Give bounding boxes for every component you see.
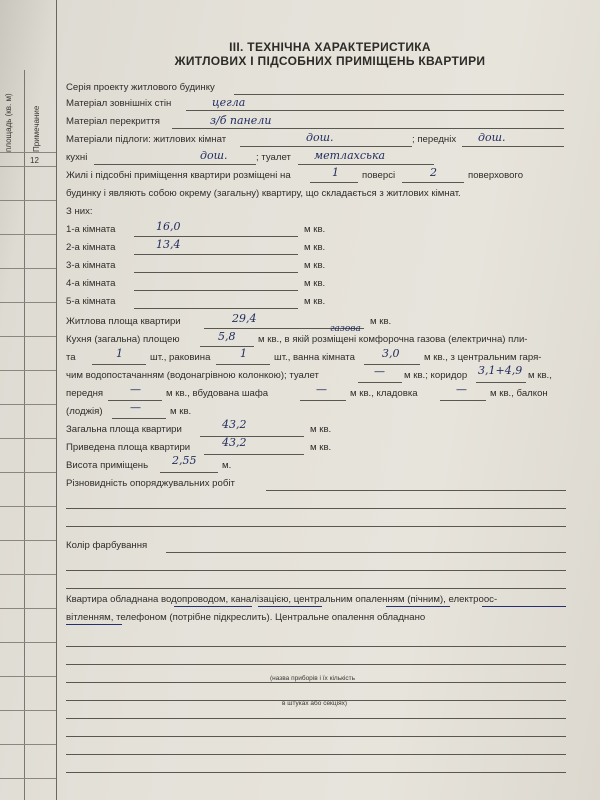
finish-label: Різновидність опоряджувальних робіт bbox=[66, 478, 235, 489]
total-area-value: 43,2 bbox=[222, 418, 247, 431]
corridor-value: 3,1+4,9 bbox=[478, 364, 523, 377]
room1-label: 1-а кімната bbox=[66, 224, 116, 235]
color-label: Колір фарбування bbox=[66, 540, 148, 551]
floors-value: дош. bbox=[306, 131, 334, 144]
living-area-unit: м кв. bbox=[370, 316, 392, 327]
living-area-label: Житлова площа квартири bbox=[66, 316, 181, 327]
total-area-label: Загальна площа квартири bbox=[66, 424, 182, 435]
floors-label: Матеріали підлоги: житлових кімнат bbox=[66, 134, 227, 145]
corridor-unit: м кв., bbox=[528, 370, 552, 381]
side-col-number: 12 bbox=[30, 156, 39, 165]
equipment-text-1: Квартира обладнана водопроводом, каналізацією, центральним опаленням (пічним), електроос- bbox=[66, 594, 498, 605]
room1-value: 16,0 bbox=[156, 220, 181, 233]
caption-devices: (назва приборів і їх кількість bbox=[270, 675, 355, 682]
located-text-2: поверсі bbox=[362, 170, 396, 181]
hot-water-text: м кв., з центральним гаря- bbox=[424, 352, 542, 363]
room2-label: 2-а кімната bbox=[66, 242, 116, 253]
room3-unit: м кв. bbox=[304, 260, 326, 271]
living-area-value: 29,4 bbox=[232, 312, 257, 325]
toilet-value: метлахська bbox=[314, 149, 386, 162]
sink-label: шт., раковина bbox=[150, 352, 211, 363]
bath-label: шт., ванна кімната bbox=[274, 352, 355, 363]
kitchen-value: дош. bbox=[200, 149, 228, 162]
height-unit: м. bbox=[222, 460, 232, 471]
located-text-1: Жилі і підсобні приміщення квартири розміщені на bbox=[66, 170, 291, 181]
of-them-label: З них: bbox=[66, 206, 93, 217]
total-area-unit: м кв. bbox=[310, 424, 332, 435]
located-text-4: будинку і являють собою окрему (загальну) квартиру, що складається з житлових кімнат. bbox=[66, 188, 461, 199]
reduced-area-unit: м кв. bbox=[310, 442, 332, 453]
room1-unit: м кв. bbox=[304, 224, 326, 235]
reduced-area-label: Приведена площа квартири bbox=[66, 442, 191, 453]
room3-label: 3-а кімната bbox=[66, 260, 116, 271]
ceiling-value: з/б панели bbox=[210, 114, 272, 127]
room5-unit: м кв. bbox=[304, 296, 326, 307]
reduced-area-value: 43,2 bbox=[222, 436, 247, 449]
ta-label: та bbox=[66, 352, 76, 363]
room5-label: 5-а кімната bbox=[66, 296, 116, 307]
side-col-area: площадь (кв. м) bbox=[4, 93, 13, 152]
loggia-unit: м кв. bbox=[170, 406, 192, 417]
stove-value: 1 bbox=[116, 347, 123, 360]
storeys-value: 2 bbox=[430, 166, 437, 179]
gas-note: газова bbox=[330, 324, 361, 334]
side-table bbox=[0, 0, 57, 800]
toilet-label: ; туалет bbox=[256, 152, 291, 163]
corridor-label: м кв.; коридор bbox=[404, 370, 468, 381]
front-value: — bbox=[130, 383, 141, 396]
loggia-label: (лоджія) bbox=[66, 406, 103, 417]
caption-sections: в штуках або секціях) bbox=[282, 700, 347, 707]
pantry-label: м кв., кладовка bbox=[350, 388, 418, 399]
balcony-label: м кв., балкон bbox=[490, 388, 548, 399]
bath-value: 3,0 bbox=[382, 347, 400, 360]
kitchen-area-text: м кв., в якій розміщені комфорочна газова (електрична) пли- bbox=[258, 334, 528, 345]
wardrobe-value: — bbox=[316, 383, 327, 396]
room2-unit: м кв. bbox=[304, 242, 326, 253]
kitchen-area-value: 5,8 bbox=[218, 330, 236, 343]
room2-value: 13,4 bbox=[156, 238, 181, 251]
toilet-area-value: — bbox=[374, 365, 385, 378]
section-title: III. ТЕХНІЧНА ХАРАКТЕРИСТИКА bbox=[229, 40, 431, 54]
section-subtitle: ЖИТЛОВИХ І ПІДСОБНИХ ПРИМІЩЕНЬ КВАРТИРИ bbox=[174, 54, 486, 68]
room4-label: 4-а кімната bbox=[66, 278, 116, 289]
water-text: чим водопостачанням (водонагрівною колонкою); туалет bbox=[66, 370, 319, 381]
pantry-value: — bbox=[456, 383, 467, 396]
wardrobe-label: м кв., вбудована шафа bbox=[166, 388, 269, 399]
ceiling-label: Матеріал перекриття bbox=[66, 116, 160, 127]
kitchen-label: кухні bbox=[66, 152, 88, 163]
series-label: Серія проекту житлового будинку bbox=[66, 82, 215, 93]
loggia-value: — bbox=[130, 401, 141, 414]
height-value: 2,55 bbox=[172, 454, 197, 467]
hall-label: ; передніх bbox=[412, 134, 457, 145]
walls-value: цегла bbox=[212, 96, 246, 109]
walls-label: Матеріал зовнішніх стін bbox=[66, 98, 172, 109]
floor-value: 1 bbox=[332, 166, 339, 179]
room4-unit: м кв. bbox=[304, 278, 326, 289]
height-label: Висота приміщень bbox=[66, 460, 149, 471]
hall-value: дош. bbox=[478, 131, 506, 144]
side-col-note: Примечание bbox=[32, 105, 41, 152]
front-label: передня bbox=[66, 388, 104, 399]
sink-value: 1 bbox=[240, 347, 247, 360]
kitchen-area-label: Кухня (загальна) площею bbox=[66, 334, 180, 345]
located-text-3: поверхового bbox=[468, 170, 524, 181]
equipment-text-2: вітленням, телефоном (потрібне підкреслить). Центральне опалення обладнано bbox=[66, 612, 426, 623]
